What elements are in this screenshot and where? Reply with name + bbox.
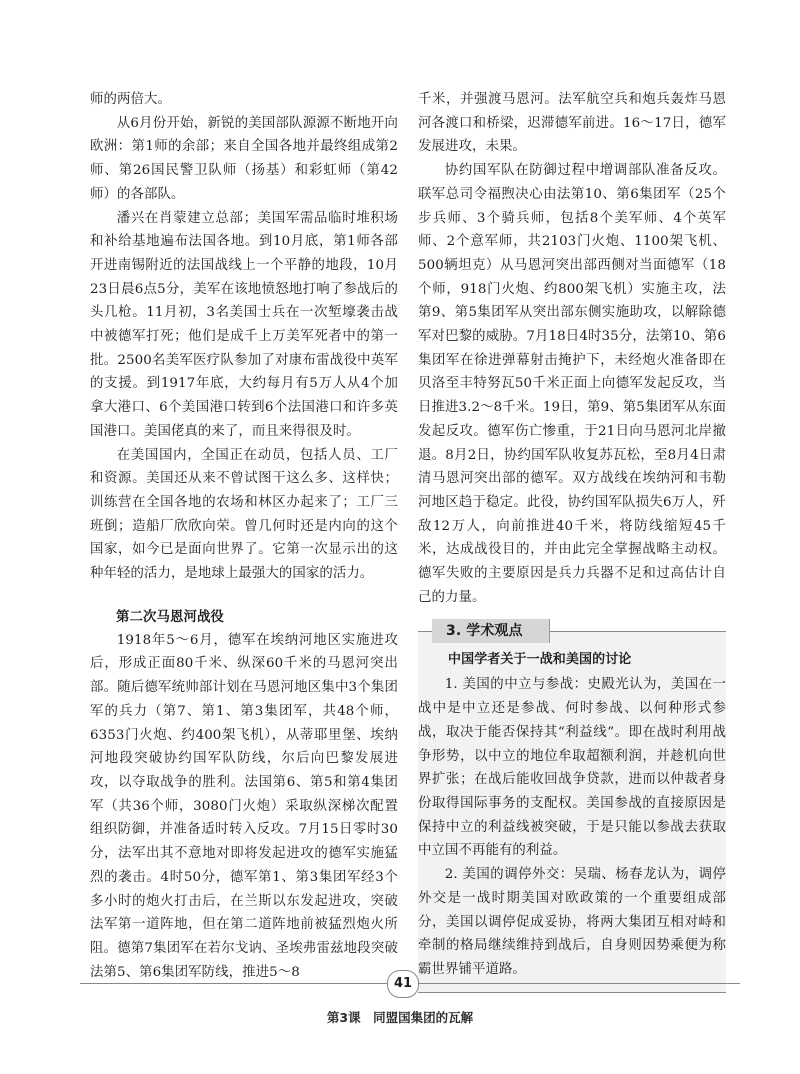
box-subtitle: 中国学者关于一战和美国的讨论 <box>448 652 632 668</box>
paragraph: 1. 美国的中立与参战：史殿光认为，美国在一战中是中立还是参战、何时参战、以何种形式参战，取决于能否保持其“利益线”。即在战时利用战争形势，以中立的地位牟取超额利润，并趁机向世界扩张；在战后能收回战争贷款，进而以仲裁者身份取得国际事务的支配权。美国参战的直接原因是保持中立的利益线被突破，于是只能以参战去获取中立国不再能有的利益。 <box>418 677 726 859</box>
paragraph: 从6月份开始，新锐的美国部队源源不断地开向欧洲：第1师的余部；来自全国各地并最终组成第2师、第26国民警卫队师（扬基）和彩虹师（第42师）的各部队。 <box>90 115 398 202</box>
academic-views-box <box>418 623 726 992</box>
page-number: 41 <box>387 970 419 998</box>
box-tab-label: 3. 学术观点 <box>432 619 550 643</box>
left-column <box>90 88 398 984</box>
lesson-title: 第3课 同盟国集团的瓦解 <box>326 1010 474 1025</box>
paragraph: 在美国国内，全国正在动员，包括人员、工厂和资源。美国还从来不曾试图干这么多、这样快；训练营在全国各地的农场和林区办起来了；工厂三班倒；造船厂欣欣向荣。曾几何时还是内向的这个国家，如今已是面向世界了。它第一次显示出的这种年轻的活力，是地球上最强大的国家的活力。 <box>90 447 398 582</box>
paragraph: 协约国军队在防御过程中增调部队准备反攻。联军总司令福煦决心由法第10、第6集团军（25个步兵师、3个骑兵师，包括8个美军师、4个英军师、2个意军师，共2103门火炮、1100架飞机、500辆坦克）从马恩河突出部西侧对当面德军（18个师，918门火炮、约800架飞机）实施主攻，法第9、第5集团军从突出部东侧实施助攻，以解除德军对巴黎的威胁。7月18日4时35分，法第10、第6集团军在徐进弹幕射击掩护下，未经炮火准备即在贝洛至丰特努瓦50千米正面上向德军发起反攻，当日推进3.2～8千米。19日，第9、第5集团军从东面发起反攻。德军伤亡惨重，于21日向马恩河北岸撤退。8月2日，协约国军队收复苏瓦松，至8月4日肃清马恩河突出部的德军。双方战线在埃纳河和韦勒河地区趋于稳定。此役，协约国军队损失6万人，歼敌12万人，向前推进40千米，将防线缩短45千米，达成战役目的，并由此完全掌握战略主动权。德军失败的主要原因是兵力兵器不足和过高估计自己的力量。 <box>418 163 726 605</box>
right-column <box>418 88 726 993</box>
paragraph: 2. 美国的调停外交：吴瑞、杨春龙认为，调停外交是一战时期美国对欧政策的一个重要组成部分，美国以调停促成妥协，将两大集团互相对峙和牵制的格局继续维持到战后，自身则因势乘便为称霸世界铺平道路。 <box>418 867 726 977</box>
paragraph: 师的两倍大。 <box>90 92 171 107</box>
section-title: 第二次马恩河战役 <box>116 609 224 625</box>
paragraph: 1918年5～6月，德军在埃纳河地区实施进攻后，形成正面80千米、纵深60千米的马恩河突出部。随后德军统帅部计划在马恩河地区集中3个集团军的兵力（第7、第1、第3集团军，共48个师，6353门火炮、约400架飞机），从蒂耶里堡、埃纳河地段突破协约国军队防线，尔后向巴黎发展进攻，以夺取战争的胜利。法国第6、第5和第4集团军（共36个师，3080门火炮）采取纵深梯次配置组织防御，并准备适时转入反攻。7月15日零时30分，法军出其不意地对即将发起进攻的德军实施猛烈的袭击。4时50分，德军第1、第3集团军经3个多小时的炮火打击后，在兰斯以东发起进攻，突破法军第一道阵地，但在第二道阵地前被猛烈炮火所阻。德第7集团军在若尔戈讷、圣埃弗雷兹地段突破法第5、第6集团军防线，推进5～8 <box>90 632 398 980</box>
paragraph: 千米，并强渡马恩河。法军航空兵和炮兵轰炸马恩河各渡口和桥梁，迟滞德军前进。16～17日，德军发展进攻，未果。 <box>418 92 726 155</box>
paragraph: 潘兴在肖蒙建立总部；美国军需品临时堆积场和补给基地遍布法国各地。到10月底，第1师各部开进南锡附近的法国战线上一个平静的地段，10月23日晨6点5分，美军在该地愤怒地打响了参战后的头几枪。11月初，3名美国士兵在一次堑壕袭击战中被德军打死；他们是成千上万美军死者中的第一批。2500名美军医疗队参加了对康布雷战役中英军的支援。到1917年底，大约每月有5万人从4个加拿大港口、6个美国港口转到6个法国港口和许多英国港口。美国佬真的来了，而且来得很及时。 <box>90 210 398 439</box>
